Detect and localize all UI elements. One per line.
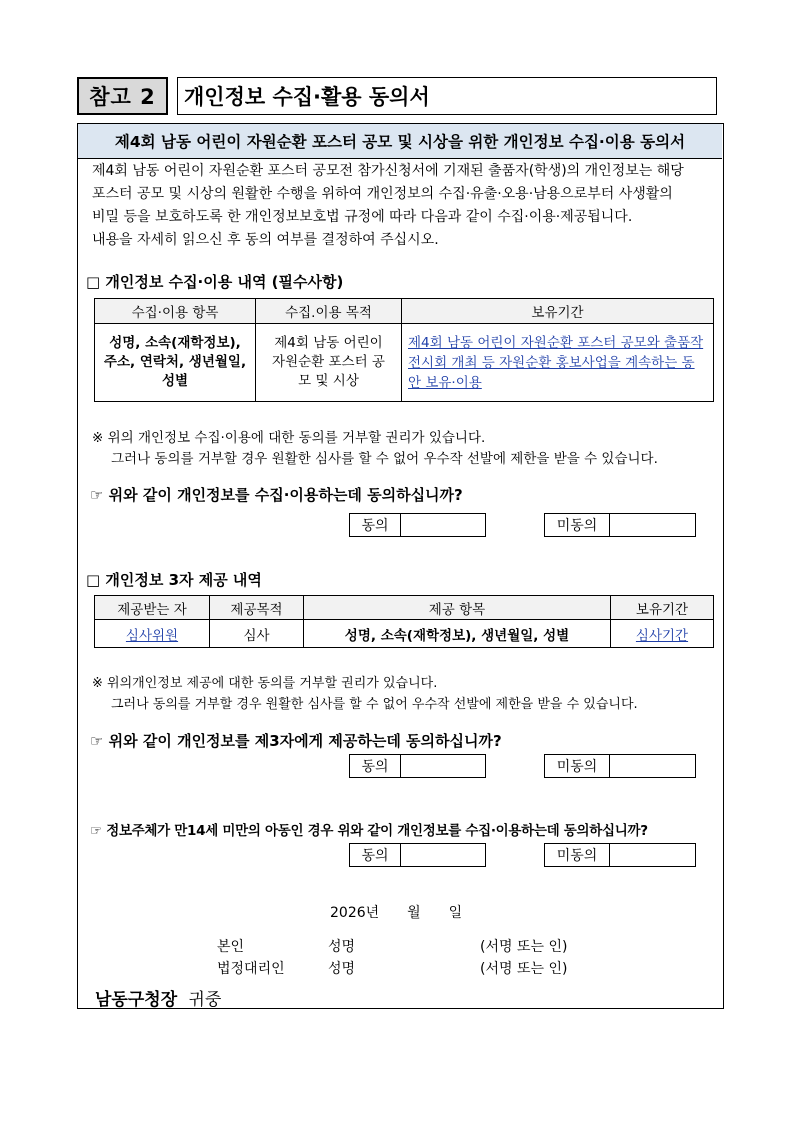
- agree-checkbox[interactable]: [401, 844, 485, 866]
- collection-purpose: 제4회 남동 어린이 자원순환 포스터 공모 및 시상: [256, 324, 402, 402]
- disagree-label: 미동의: [545, 844, 610, 866]
- section1-question: ☞ 위와 같이 개인정보를 수집·이용하는데 동의하십니까?: [90, 486, 463, 504]
- notice-line: ※ 위의 개인정보 수집·이용에 대한 동의를 거부할 권리가 있습니다.: [92, 430, 486, 446]
- review-period-link[interactable]: 심사기간: [635, 627, 689, 644]
- notice-line: 그러나 동의를 거부할 경우 원활한 심사를 할 수 없어 우수작 선발에 제한을 받을 수 있습니다.: [111, 697, 638, 712]
- disagree-checkbox[interactable]: [610, 514, 695, 536]
- intro-paragraph: [92, 160, 714, 252]
- consent-agree-box-1[interactable]: [349, 513, 486, 537]
- section1-heading: □ 개인정보 수집·이용 내역 (필수사항): [86, 273, 344, 291]
- col-header-purpose: 제공목적: [210, 596, 304, 620]
- section2-heading: □ 개인정보 3자 제공 내역: [86, 571, 262, 589]
- reference-label: 참고 2: [77, 77, 168, 115]
- section2-question: ☞ 위와 같이 개인정보를 제3자에게 제공하는데 동의하십니까?: [90, 732, 502, 750]
- col-header-items: 수집·이용 항목: [95, 299, 256, 324]
- section3-question: ☞ 정보주체가 만14세 미만의 아동인 경우 위와 같이 개인정보를 수집·이용하는데 동의하십니까?: [90, 823, 648, 839]
- section2-notice: [92, 673, 717, 715]
- col-header-period: 보유기간: [402, 299, 714, 324]
- disagree-label: 미동의: [545, 514, 610, 536]
- agent-name-label: 성명: [328, 961, 356, 977]
- disagree-checkbox[interactable]: [610, 755, 695, 777]
- document-title: 개인정보 수집·활용 동의서: [177, 77, 717, 115]
- closing: [95, 985, 221, 1010]
- consent-disagree-box-2[interactable]: [544, 754, 696, 778]
- col-header-period: 보유기간: [611, 596, 714, 620]
- consent-agree-box-3[interactable]: [349, 843, 486, 867]
- recipient-link[interactable]: 심사위원: [125, 627, 179, 644]
- disagree-label: 미동의: [545, 755, 610, 777]
- self-label: 본인: [217, 939, 245, 955]
- col-header-recipient: 제공받는 자: [95, 596, 210, 620]
- col-header-purpose: 수집.이용 목적: [256, 299, 402, 324]
- agent-sign-hint: (서명 또는 인): [480, 961, 568, 977]
- third-party-table: [94, 595, 714, 648]
- agent-label: 법정대리인: [217, 961, 285, 977]
- self-sign-hint: (서명 또는 인): [480, 939, 568, 955]
- form-subtitle: 제4회 남동 어린이 자원순환 포스터 공모 및 시상을 위한 개인정보 수집·이용 동의서: [78, 124, 722, 159]
- provided-items: 성명, 소속(재학정보), 생년월일, 성별: [304, 620, 611, 648]
- agree-label: 동의: [350, 755, 401, 777]
- intro-line: 내용을 자세히 읽으신 후 동의 여부를 결정하여 주십시오.: [92, 232, 439, 248]
- self-name-label: 성명: [328, 939, 356, 955]
- addressee-suffix: 귀중: [188, 990, 222, 1010]
- consent-disagree-box-3[interactable]: [544, 843, 696, 867]
- section1-notice: [92, 428, 717, 470]
- intro-line: 제4회 남동 어린이 자원순환 포스터 공모전 참가신청서에 기재된 출품자(학생)의 개인정보는 해당: [92, 163, 684, 179]
- agree-checkbox[interactable]: [401, 514, 485, 536]
- collection-table: [94, 298, 714, 402]
- agree-label: 동의: [350, 514, 401, 536]
- notice-line: ※ 위의개인정보 제공에 대한 동의를 거부할 권리가 있습니다.: [92, 676, 438, 691]
- agree-label: 동의: [350, 844, 401, 866]
- intro-line: 비밀 등을 보호하도록 한 개인정보보호법 규정에 따라 다음과 같이 수집·이용·제공됩니다.: [92, 209, 633, 225]
- retention-period-link[interactable]: 제4회 남동 어린이 자원순환 포스터 공모와 출품작 전시회 개최 등 자원순환 홍보사업을 계속하는 동안 보유·이용: [408, 334, 704, 391]
- addressee: 남동구청장: [95, 990, 178, 1010]
- signature-date: 2026년 월 일: [330, 905, 463, 921]
- provision-purpose: 심사: [210, 620, 304, 648]
- collected-items: 성명, 소속(재학정보), 주소, 연락처, 생년월일, 성별: [95, 324, 256, 402]
- col-header-items: 제공 항목: [304, 596, 611, 620]
- intro-line: 포스터 공모 및 시상의 원활한 수행을 위하여 개인정보의 수집·유출·오용·남용으로부터 사생활의: [92, 186, 673, 202]
- agree-checkbox[interactable]: [401, 755, 485, 777]
- notice-line: 그러나 동의를 거부할 경우 원활한 심사를 할 수 없어 우수작 선발에 제한을 받을 수 있습니다.: [111, 451, 658, 467]
- form-frame: [77, 123, 724, 1009]
- consent-disagree-box-1[interactable]: [544, 513, 696, 537]
- disagree-checkbox[interactable]: [610, 844, 695, 866]
- consent-agree-box-2[interactable]: [349, 754, 486, 778]
